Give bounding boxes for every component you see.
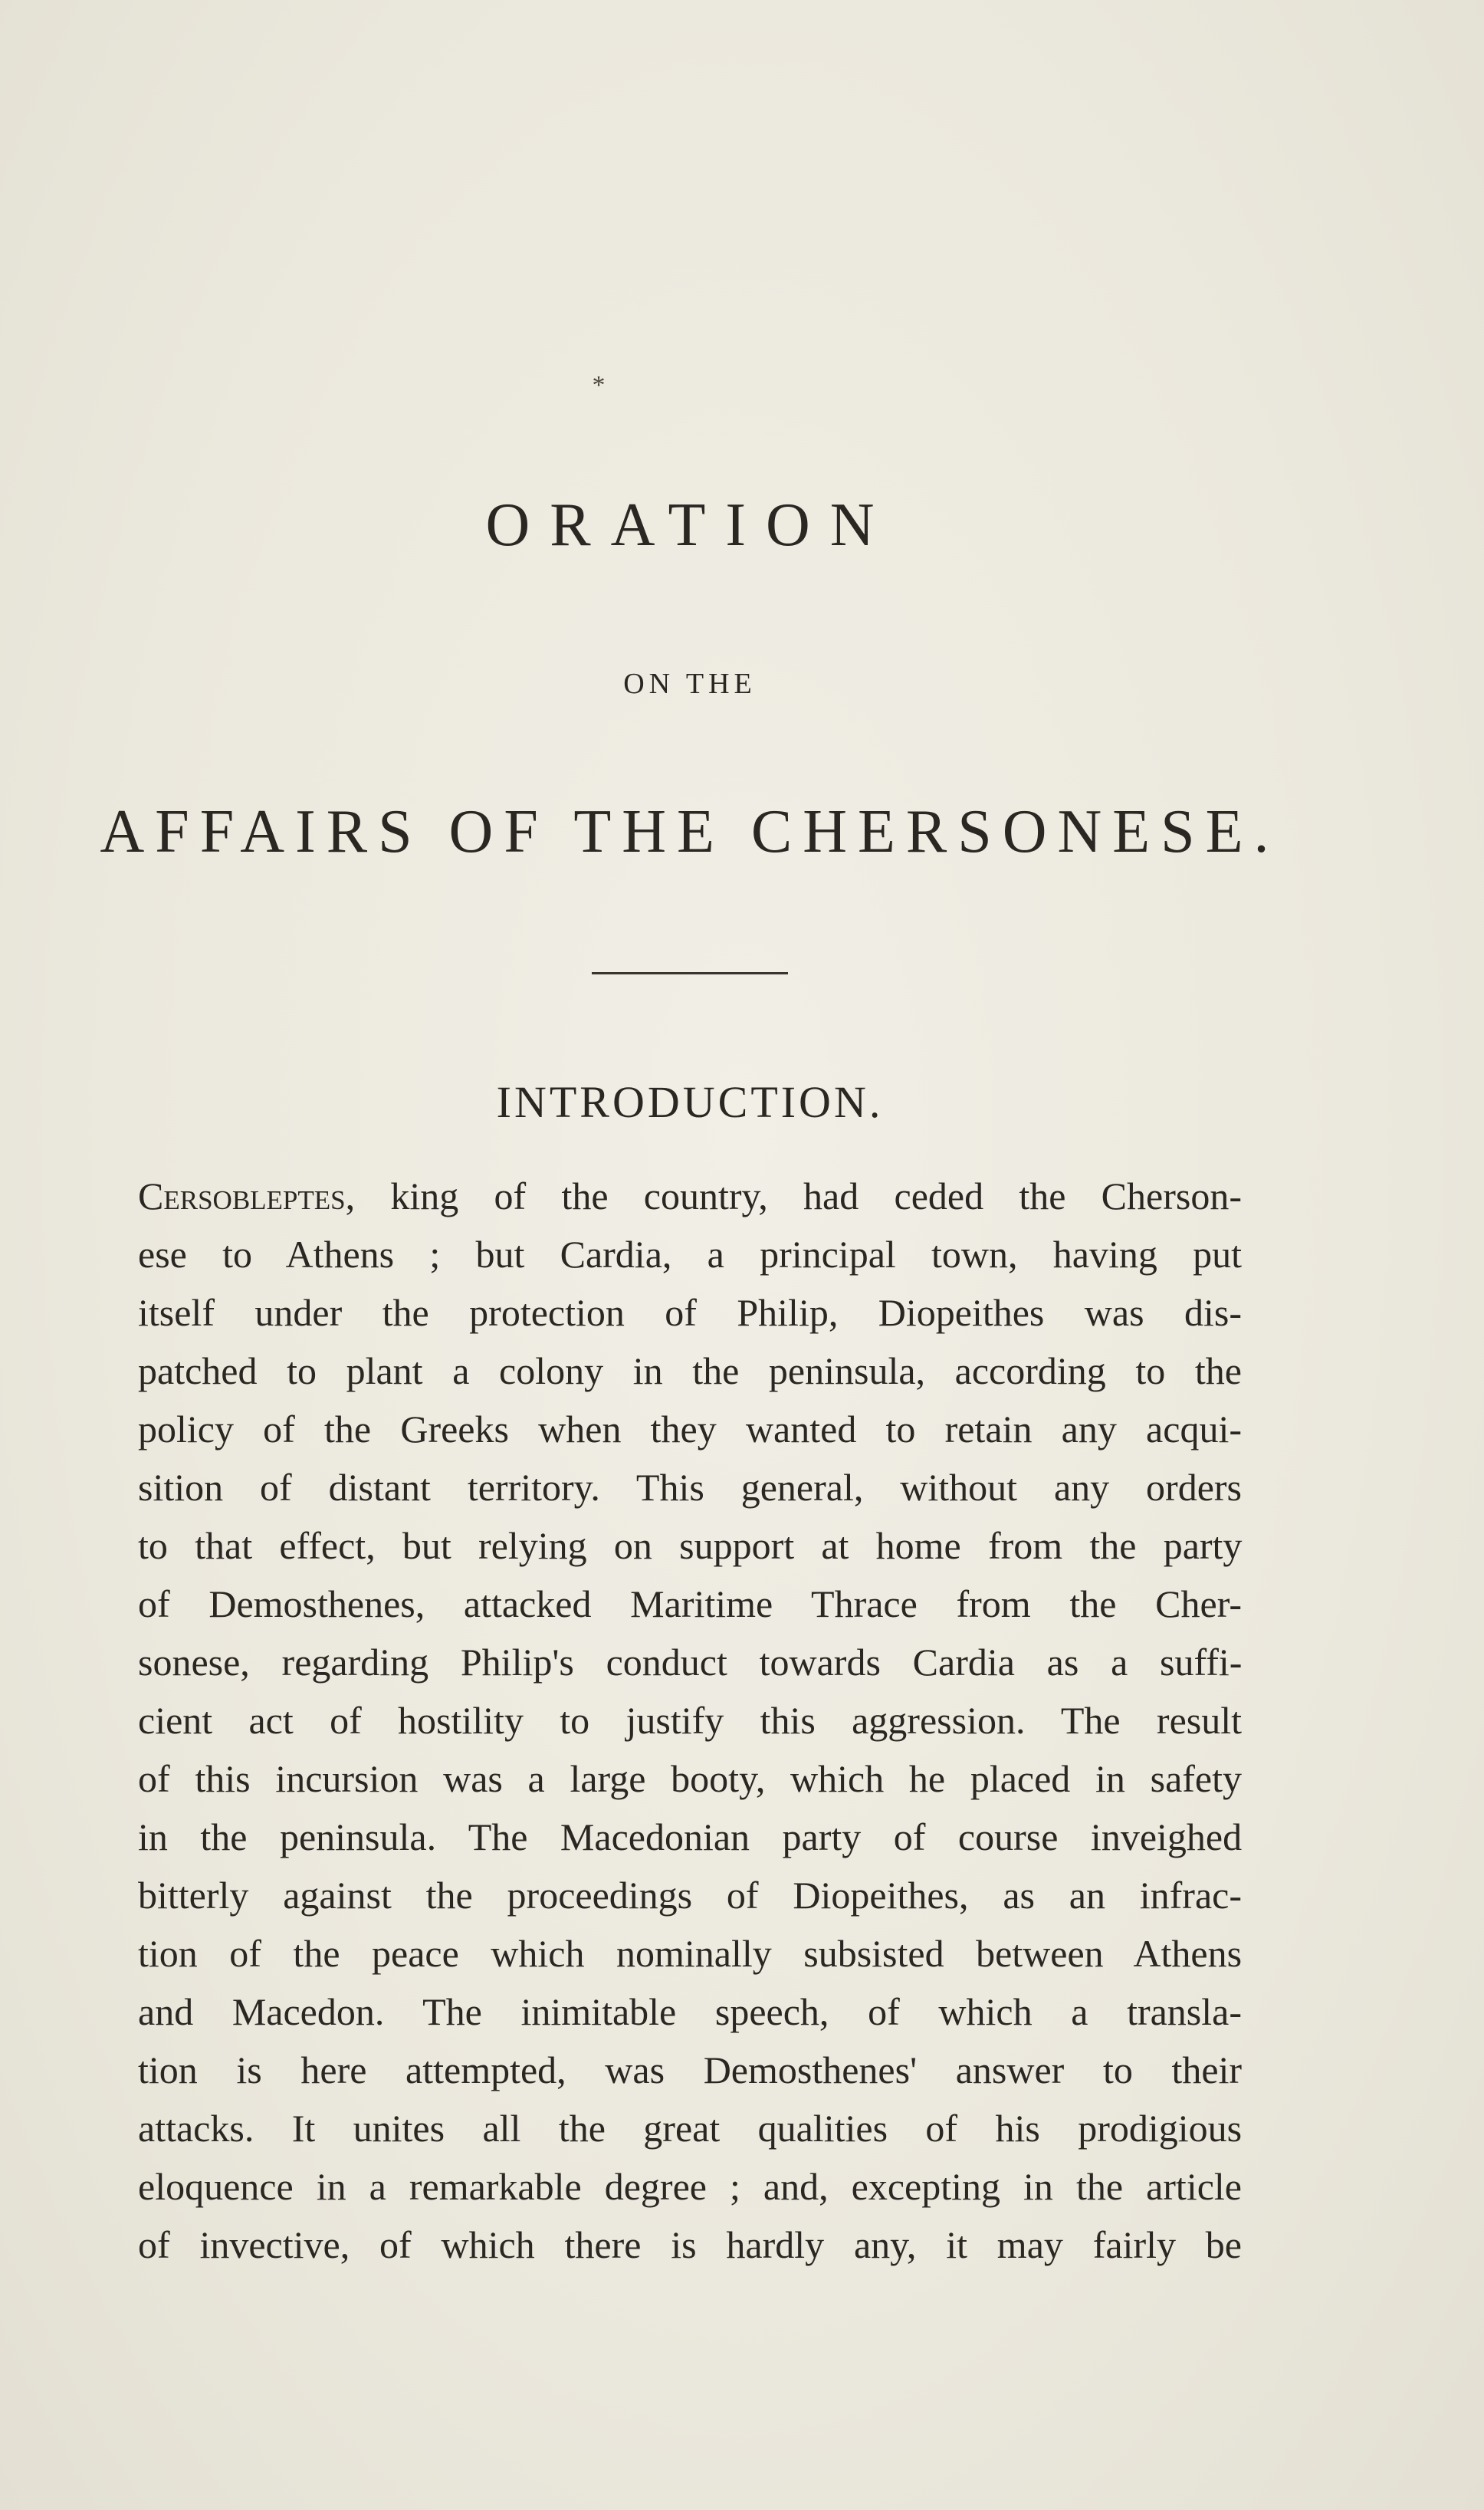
body-line: in the peninsula. The Macedonian party of course inveighed	[138, 1815, 1243, 1858]
body-line: of this incursion was a large booty, which he placed in safety	[138, 1757, 1242, 1800]
lead-word: Cersobleptes	[138, 1175, 346, 1217]
body-line: Cersobleptes, king of the country, had ceded the Cherson-	[138, 1175, 1242, 1217]
body-line: attacks. It unites all the great qualities of his prodigious	[138, 2107, 1243, 2150]
title-connector: ON THE	[623, 668, 757, 700]
body-paragraph	[138, 1167, 1242, 2274]
body-line: tion of the peace which nominally subsisted between Athens	[138, 1932, 1243, 1975]
body-line: eloquence in a remarkable degree ; and, excepting in the article	[138, 2165, 1242, 2208]
body-line: sonese, regarding Philip's conduct towards Cardia as a suffi-	[138, 1641, 1243, 1684]
page-title: ORATION	[485, 491, 895, 559]
body-line: tion is here attempted, was Demosthenes' answer to their	[138, 2048, 1243, 2091]
body-line: of invective, of which there is hardly any, it may fairly be	[138, 2223, 1242, 2266]
body-line: bitterly against the proceedings of Diopeithes, as an infrac-	[138, 1874, 1242, 1917]
body-line: sition of distant territory. This general, without any orders	[138, 1466, 1242, 1509]
divider-rule	[592, 972, 788, 974]
body-line: itself under the protection of Philip, Diopeithes was dis-	[138, 1291, 1242, 1334]
body-line: ese to Athens ; but Cardia, a principal town, having put	[138, 1233, 1242, 1276]
page-subtitle: AFFAIRS OF THE CHERSONESE.	[100, 798, 1280, 866]
body-line: cient act of hostility to justify this aggression. The result	[138, 1699, 1242, 1742]
body-line: of Demosthenes, attacked Maritime Thrace from the Cher-	[138, 1582, 1242, 1625]
body-line: and Macedon. The inimitable speech, of which a transla-	[138, 1990, 1242, 2033]
body-line: to that effect, but relying on support at home from the party	[138, 1524, 1243, 1567]
body-line: patched to plant a colony in the peninsula, according to the	[138, 1349, 1242, 1392]
body-line: policy of the Greeks when they wanted to retain any acqui-	[138, 1408, 1242, 1450]
section-heading: INTRODUCTION.	[496, 1077, 884, 1127]
ornament-mark: *	[592, 371, 606, 399]
